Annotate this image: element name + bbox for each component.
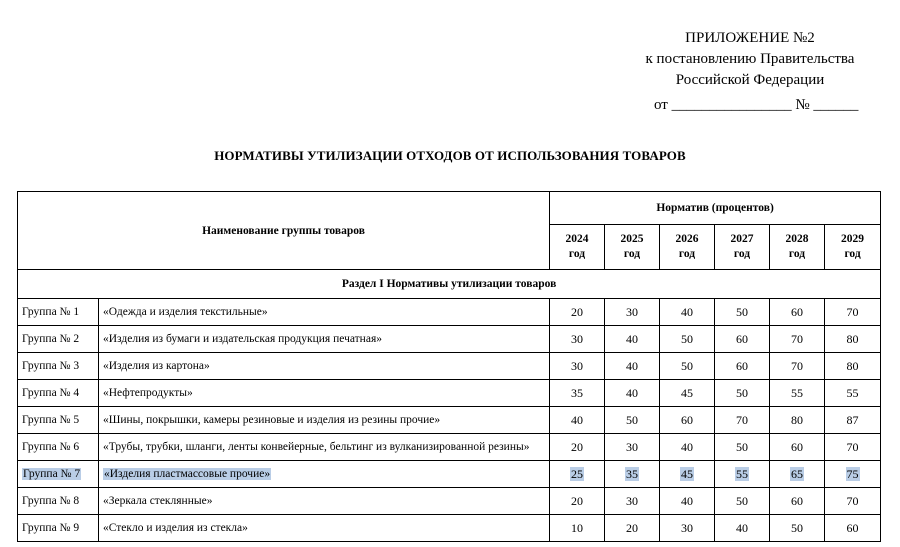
norm-value-cell (550, 299, 605, 326)
norm-value-cell (770, 434, 825, 461)
year-value: 2027 (730, 233, 754, 245)
norm-value-cell (550, 407, 605, 434)
norm-value-cell (715, 434, 770, 461)
norm-value-cell (825, 488, 881, 515)
norm-value: 55 (846, 385, 859, 400)
year-header (550, 225, 605, 270)
group-name: «Изделия из бумаги и издательская продукция печатная» (103, 333, 382, 345)
year-unit: год (788, 248, 806, 260)
norm-value: 45 (681, 385, 694, 400)
group-name-cell (99, 488, 550, 515)
norm-value: 70 (736, 412, 749, 427)
group-name-cell (99, 461, 550, 488)
norm-value: 50 (681, 331, 694, 346)
norm-value-cell (550, 488, 605, 515)
norm-value-cell (715, 407, 770, 434)
group-name: «Изделия из картона» (103, 360, 210, 372)
number-label: № (795, 97, 810, 113)
norm-value-cell (660, 326, 715, 353)
norm-value-cell (550, 461, 605, 488)
norm-value: 70 (791, 331, 804, 346)
norm-value-cell (770, 515, 825, 542)
table-row (18, 407, 881, 434)
norm-value: 65 (791, 466, 804, 481)
norm-value-cell (605, 461, 660, 488)
group-label-cell (18, 326, 99, 353)
norm-value-cell (825, 434, 881, 461)
group-label: Группа № 6 (22, 441, 80, 453)
year-value: 2028 (785, 233, 809, 245)
norm-value: 40 (626, 358, 639, 373)
group-name: «Зеркала стеклянные» (103, 495, 213, 507)
norm-value: 80 (791, 412, 804, 427)
norm-value-cell (715, 380, 770, 407)
norm-value: 40 (626, 331, 639, 346)
group-name-cell (99, 407, 550, 434)
norm-value-cell (660, 407, 715, 434)
group-name: «Изделия пластмассовые прочие» (104, 468, 271, 480)
group-label-cell (18, 461, 99, 488)
group-name-cell (99, 515, 550, 542)
norm-value: 20 (571, 304, 584, 319)
group-label-cell (18, 353, 99, 380)
norm-value: 60 (846, 520, 859, 535)
norm-value-cell (605, 488, 660, 515)
norm-value-cell (825, 353, 881, 380)
norm-value: 10 (571, 520, 584, 535)
norm-value-cell (660, 515, 715, 542)
year-header (770, 225, 825, 270)
norm-value-cell (715, 488, 770, 515)
year-value: 2026 (675, 233, 699, 245)
norm-value: 30 (626, 304, 639, 319)
norm-value: 30 (571, 331, 584, 346)
norm-value-cell (770, 299, 825, 326)
norm-value: 35 (626, 466, 639, 481)
number-blank: ______ (813, 97, 859, 113)
group-label: Группа № 1 (22, 306, 80, 318)
group-name-cell (99, 326, 550, 353)
table-row (18, 515, 881, 542)
norm-value: 40 (626, 385, 639, 400)
norm-value: 40 (681, 304, 694, 319)
norm-value: 30 (681, 520, 694, 535)
group-name: «Нефтепродукты» (103, 387, 193, 399)
group-label-cell (18, 434, 99, 461)
year-header (605, 225, 660, 270)
norm-value-cell (825, 515, 881, 542)
norm-value: 87 (846, 412, 859, 427)
norm-value-cell (660, 488, 715, 515)
norm-value: 45 (681, 466, 694, 481)
norm-value: 70 (846, 439, 859, 454)
year-unit: год (568, 248, 586, 260)
norm-value: 55 (791, 385, 804, 400)
group-label: Группа № 2 (22, 333, 80, 345)
group-label: Группа № 7 (23, 468, 81, 480)
year-unit: год (623, 248, 641, 260)
year-unit: год (733, 248, 751, 260)
norm-value: 60 (791, 304, 804, 319)
group-name: «Трубы, трубки, шланги, ленты конвейерные, бельтинг из вулканизированной резины» (103, 441, 530, 453)
year-header (660, 225, 715, 270)
norm-value: 30 (626, 493, 639, 508)
year-value: 2025 (620, 233, 644, 245)
norm-value-cell (825, 407, 881, 434)
norm-value: 70 (791, 358, 804, 373)
norm-value-cell (550, 434, 605, 461)
norm-value: 20 (571, 439, 584, 454)
norm-value: 40 (681, 439, 694, 454)
norm-value: 55 (736, 466, 749, 481)
norm-value: 70 (846, 493, 859, 508)
norm-value: 60 (791, 439, 804, 454)
table-row (18, 488, 881, 515)
year-value: 2029 (841, 233, 865, 245)
norms-table (17, 191, 881, 542)
date-label: от (654, 97, 668, 113)
group-label: Группа № 4 (22, 387, 80, 399)
norm-value: 50 (736, 304, 749, 319)
table-row (18, 380, 881, 407)
group-label-cell (18, 488, 99, 515)
group-label: Группа № 8 (22, 495, 80, 507)
norm-value-cell (605, 380, 660, 407)
table-row (18, 353, 881, 380)
norm-value: 75 (846, 466, 859, 481)
norm-value-cell (715, 515, 770, 542)
norm-value-cell (770, 461, 825, 488)
norm-value-cell (605, 299, 660, 326)
norm-value: 60 (791, 493, 804, 508)
norm-value-cell (660, 461, 715, 488)
norm-value: 40 (571, 412, 584, 427)
norm-value: 30 (626, 439, 639, 454)
group-name-cell (99, 353, 550, 380)
group-name-cell (99, 434, 550, 461)
norm-value: 50 (626, 412, 639, 427)
norm-value-cell (770, 353, 825, 380)
group-name-cell (99, 299, 550, 326)
group-name: «Шины, покрышки, камеры резиновые и изделия из резины прочие» (103, 414, 441, 426)
norm-value-cell (825, 461, 881, 488)
norm-value-cell (660, 380, 715, 407)
norm-value: 30 (571, 358, 584, 373)
norm-value-cell (715, 299, 770, 326)
appendix-line-2: к постановлению Правительства (645, 51, 855, 67)
year-value: 2024 (565, 233, 589, 245)
table-row (18, 461, 881, 488)
norm-value: 80 (846, 358, 859, 373)
group-name-header: Наименование группы товаров (18, 192, 550, 270)
date-blank: ________________ (671, 97, 792, 113)
norm-value-cell (550, 515, 605, 542)
date-line (654, 97, 858, 114)
appendix-block (600, 28, 900, 91)
norm-value-cell (550, 353, 605, 380)
table-row (18, 299, 881, 326)
norm-value-cell (825, 299, 881, 326)
group-name: «Одежда и изделия текстильные» (103, 306, 268, 318)
norm-value: 50 (736, 493, 749, 508)
group-name: «Стекло и изделия из стекла» (103, 522, 248, 534)
norm-value: 25 (571, 466, 584, 481)
norm-value: 60 (736, 331, 749, 346)
norm-value-cell (770, 326, 825, 353)
norm-value: 20 (626, 520, 639, 535)
norm-value-cell (715, 326, 770, 353)
group-label-cell (18, 407, 99, 434)
norm-value-cell (605, 515, 660, 542)
norm-value: 50 (681, 358, 694, 373)
norm-value-cell (825, 380, 881, 407)
group-label-cell (18, 380, 99, 407)
group-label-cell (18, 515, 99, 542)
norm-value-cell (550, 380, 605, 407)
table-row (18, 434, 881, 461)
norm-value-cell (825, 326, 881, 353)
norm-value: 50 (736, 385, 749, 400)
norm-value-cell (660, 299, 715, 326)
norm-value: 35 (571, 385, 584, 400)
norm-value-cell (660, 353, 715, 380)
norm-value-cell (660, 434, 715, 461)
group-label: Группа № 5 (22, 414, 80, 426)
norm-header: Норматив (процентов) (550, 192, 881, 225)
norm-value-cell (770, 380, 825, 407)
year-header (715, 225, 770, 270)
norm-value: 60 (681, 412, 694, 427)
group-label-cell (18, 299, 99, 326)
group-name-cell (99, 380, 550, 407)
norm-value-cell (715, 461, 770, 488)
norm-value: 40 (681, 493, 694, 508)
norm-value: 80 (846, 331, 859, 346)
norm-value-cell (550, 326, 605, 353)
norm-value-cell (605, 434, 660, 461)
norm-value: 50 (736, 439, 749, 454)
norm-value-cell (770, 407, 825, 434)
group-label: Группа № 3 (22, 360, 80, 372)
norm-value-cell (715, 353, 770, 380)
document-title: НОРМАТИВЫ УТИЛИЗАЦИИ ОТХОДОВ ОТ ИСПОЛЬЗОВАНИЯ ТОВАРОВ (214, 148, 686, 163)
norm-value-cell (605, 353, 660, 380)
appendix-title: ПРИЛОЖЕНИЕ №2 (685, 30, 815, 46)
group-label: Группа № 9 (22, 522, 80, 534)
norm-value: 20 (571, 493, 584, 508)
norm-value: 50 (791, 520, 804, 535)
norm-value-cell (770, 488, 825, 515)
norm-value: 70 (846, 304, 859, 319)
norm-value-cell (605, 407, 660, 434)
table-row (18, 326, 881, 353)
section-title: Раздел I Нормативы утилизации товаров (18, 270, 881, 299)
year-unit: год (844, 248, 861, 260)
norm-value: 40 (736, 520, 749, 535)
year-unit: год (678, 248, 696, 260)
appendix-line-3: Российской Федерации (675, 72, 825, 88)
norm-value-cell (605, 326, 660, 353)
year-header (825, 225, 881, 270)
norm-value: 60 (736, 358, 749, 373)
